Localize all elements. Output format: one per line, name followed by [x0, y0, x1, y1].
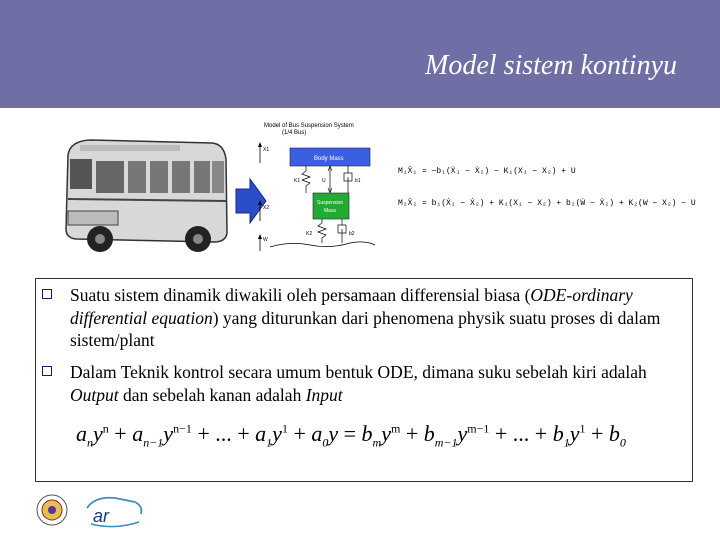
label-b1: b1: [355, 178, 361, 184]
label-u: U: [322, 178, 326, 184]
suspension-mass-label-2: Mass: [324, 208, 336, 214]
body-mass-label: Body Mass: [314, 156, 344, 162]
right-arrow-icon: [236, 179, 266, 223]
diagram-subtitle: (1/4 Bus): [282, 130, 307, 136]
bullet-text-1: Suatu sistem dinamik diwakili oleh persamaan differensial biasa (ODE-ordinary differential equation) yang diturunkan dari phenomena physik suatu proses di dalam sistem/plant: [70, 285, 661, 350]
label-x2: X2: [263, 205, 270, 211]
suspension-mass-block: [313, 193, 349, 219]
label-k2: K2: [306, 231, 313, 237]
bullet-square-icon: [42, 289, 52, 299]
svg-text:ar: ar: [93, 506, 110, 526]
label-x1: X1: [263, 147, 270, 153]
header-bar: [0, 0, 720, 108]
label-b2: b2: [349, 231, 355, 237]
equation-2: M₂Ẍ₂ = b₁(Ẋ₁ − Ẋ₂) + K₁(X₁ − X₂) + b₂(Ẇ − Ẋ₂) + K₂(W − X₂) − U: [398, 199, 696, 208]
label-w: W: [263, 237, 268, 243]
content-box: [35, 278, 693, 482]
motion-equations: [398, 167, 696, 208]
footer-logos: [35, 488, 155, 536]
suspension-mass-label-1: Suspension: [317, 200, 344, 206]
university-seal-icon: [37, 495, 67, 525]
suspension-diagram: [258, 123, 375, 251]
label-k1: K1: [294, 178, 301, 184]
bullet-text-2: Dalam Teknik kontrol secara umum bentuk ODE, dimana suku sebelah kiri adalah Output dan sebelah kanan adalah Input: [70, 362, 647, 405]
slide-title: Model sistem kontinyu: [425, 50, 677, 81]
bullet-square-icon: [42, 366, 52, 376]
car-logo-icon: [87, 498, 141, 527]
equation-1: M₁Ẍ₁ = −b₁(Ẋ₁ − Ẋ₂) − K₁(X₁ − X₂) + U: [398, 167, 576, 176]
diagram-title: Model of Bus Suspension System: [264, 123, 354, 129]
bus-suspension-figure: [60, 115, 700, 265]
bus-image: [66, 140, 227, 252]
ode-equation: $a_ny^n + a_{n-1}y^{n-1}$ + ... + $a_1y^1 + a_0y = b_my^m + b_{m-1}y^{m-1}$ + ... + $b_1y^1 + b_0$: [76, 421, 626, 450]
